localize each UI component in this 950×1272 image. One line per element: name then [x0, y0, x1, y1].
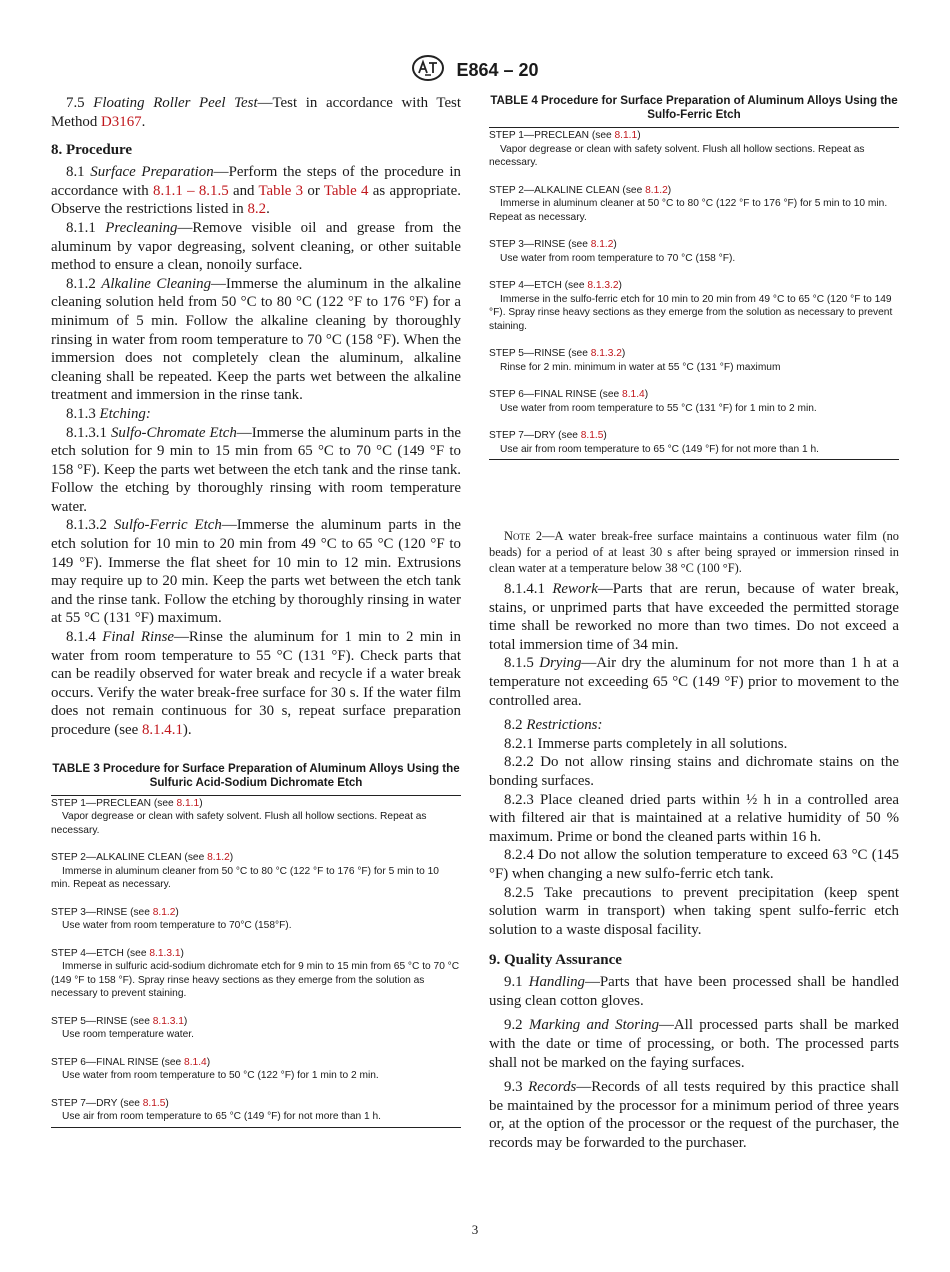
section-heading-procedure: 8. Procedure [51, 142, 133, 159]
paragraph-8-1-1: 8.1.1 Precleaning—Remove visible oil and grease from the aluminum by vapor degreasing, solvent cleaning, or other suitable method to ensure a clean, nonoily surface. [51, 219, 461, 274]
step-ref-link[interactable]: 8.1.3.1 [152, 1015, 184, 1027]
step-ref-link[interactable]: 8.1.5 [580, 430, 604, 441]
paragraph-8-1-4: 8.1.4 Final Rinse—Rinse the aluminum for 1 min to 2 min in water from room temperature to 55 °C (131 °F). Check parts that can be readily observed for water break and recycle if a water break occurs. Verify the water break-free surface for 30 s. If the water film does not remain continuous for 30 s, repeat surface preparation procedure (see 8.1.4.1). [51, 629, 461, 738]
paragraph-8-2-4: 8.2.4 Do not allow the solution temperature to exceed 63 °C (145 °F) when changing a new sulfo-ferric etch tank. [489, 847, 899, 882]
link-table-4[interactable]: Table 4 [323, 182, 369, 199]
table-4 [489, 94, 899, 460]
step-ref-link[interactable]: 8.1.5 [142, 1097, 166, 1109]
step-ref-link[interactable]: 8.1.1 [614, 130, 638, 141]
paragraph-8-1-4-1: 8.1.4.1 Rework—Parts that are rerun, because of water break, stains, or unprimed parts that have exceeded the permitted storage time shall be reworked no more than two times. Do not exceed a total immersion time of 34 min. [489, 581, 900, 653]
step-ref-link[interactable]: 8.1.3.2 [587, 280, 619, 291]
paragraph-9-2: 9.2 Marking and Storing—All processed parts shall be marked with the date or time of processing, or both. The processed parts shall not be marked on the faying surfaces. [489, 1017, 899, 1071]
table-row: STEP 2—ALKALINE CLEAN (see 8.1.2) Immerse in aluminum cleaner at 50 °C to 80 °C (122 °F to 176 °F) for 5 min to 10 min. Repeat as necessary. [489, 184, 888, 223]
link-d3167[interactable]: D3167 [101, 113, 142, 130]
table-3 [51, 762, 461, 1128]
table-row: STEP 2—ALKALINE CLEAN (see 8.1.2) Immerse in aluminum cleaner from 50 °C to 80 °C (122 °F to 176 °F) for 5 min to 10 min. Repeat as necessary. [51, 852, 439, 891]
paragraph-8-2-3: 8.2.3 Place cleaned dried parts within ½ h in a controlled area with filtered air that is maintained at a relative humidity of 50 % maximum. Prime or bond the cleaned parts within 16 h. [489, 791, 899, 845]
standard-designation: E864 – 20 [456, 60, 539, 80]
paragraph-8-2: 8.2 Restrictions: [504, 717, 603, 734]
paragraph-8-2-1: 8.2.1 Immerse parts completely in all solutions. [504, 735, 788, 752]
link-8-1-4-1[interactable]: 8.1.4.1 [141, 722, 183, 738]
table-row: STEP 1—PRECLEAN (see 8.1.1) Vapor degrease or clean with safety solvent. Flush all hollow sections. Repeat as necessary. [51, 797, 427, 836]
paragraph-8-1-3-1: 8.1.3.1 Sulfo-Chromate Etch—Immerse the aluminum parts in the etch solution for 9 min to 15 min from 65 °C to 70 °C (149 °F to 158 °F). Keep the parts wet between the etch tank and the rinse tank. Follow the etching by thoroughly rinsing with room temperature water. [51, 424, 461, 515]
step-ref-link[interactable]: 8.1.3.1 [149, 947, 181, 959]
paragraph-7-5: 7.5 Floating Roller Peel Test—Test in accordance with Test Method D3167. [51, 95, 461, 130]
table-4-caption: TABLE 4 Procedure for Surface Preparation of Aluminum Alloys Using the Sulfo-Ferric Etch [490, 94, 898, 121]
step-ref-link[interactable]: 8.1.3.2 [590, 348, 622, 359]
table-row: STEP 5—RINSE (see 8.1.3.2) Rinse for 2 min. minimum in water at 55 °C (131 °F) maximum [489, 348, 781, 373]
step-ref-link[interactable]: 8.1.2 [645, 184, 668, 196]
astm-logo-icon [411, 54, 445, 87]
step-ref-link[interactable]: 8.1.4 [184, 1056, 207, 1068]
table-3-body [51, 795, 461, 1128]
link-table-3[interactable]: Table 3 [258, 182, 304, 199]
paragraph-9-3: 9.3 Records—Records of all tests required by this practice shall be maintained by the processor for a minimum period of three years or, at the option of the processor or the request of the purchaser, the records may be forwarded to the purchaser. [489, 1079, 899, 1152]
section-heading-quality-assurance: 9. Quality Assurance [489, 952, 622, 969]
table-row: STEP 4—ETCH (see 8.1.3.2) Immerse in the sulfo-ferric etch for 10 min to 20 min from 49 °C to 65 °C (120 °F to 149 °F). Spray rinse heavy sections as they emerge from the solution as necessary to prevent staining. [489, 280, 893, 332]
paragraph-8-1-3-2: 8.1.3.2 Sulfo-Ferric Etch—Immerse the aluminum parts in the etch solution for 10 min to 20 min from 49 °C to 65 °C (120 °F to 149 °F). Immerse the flat sheet for 10 min to 12 min. Extrusions may require up to 20 min. Keep the parts wet between the etch tank and the rinse tank. Follow the etching by thoroughly rinsing in water at 55 °C (131 °F) maximum. [51, 517, 462, 627]
step-ref-link[interactable]: 8.1.4 [622, 389, 645, 400]
paragraph-8-1-5: 8.1.5 Drying—Air dry the aluminum for not more than 1 h at a temperature not exceeding 65 °C (149 °F) prior to movement to the controlled area. [489, 655, 899, 709]
step-ref-link[interactable]: 8.1.2 [590, 239, 614, 250]
page-number: 3 [471, 1222, 479, 1237]
step-ref-link[interactable]: 8.1.2 [207, 852, 230, 864]
table-row: STEP 4—ETCH (see 8.1.3.1) Immerse in sulfuric acid-sodium dichromate etch for 9 min to 15 min from 65 °C to 70 °C (149 °F to 158 °F). Spray rinse heavy sections as they emerge from the solution as necessary to prevent staining. [51, 947, 460, 1000]
paragraph-8-2-5: 8.2.5 Take precautions to prevent precipitation (keep spent solution warm in transport) when taking spent sulfo-ferric etch solution to a waste disposal facility. [489, 884, 899, 938]
note-2: Note 2—A water break-free surface maintains a continuous water film (no beads) for a period of at least 30 s after being sprayed or immersion rinsed in clean water at a temperature below 38 °C (100 °F). [489, 529, 899, 575]
paragraph-8-2-2: 8.2.2 Do not allow rinsing stains and dichromate stains on the bonding surfaces. [489, 754, 899, 789]
table-row: STEP 3—RINSE (see 8.1.2) Use water from room temperature to 70 °C (158 °F). [489, 239, 736, 264]
table-row: STEP 6—FINAL RINSE (see 8.1.4) Use water from room temperature to 55 °C (131 °F) for 1 min to 2 min. [489, 389, 817, 414]
paragraph-9-1: 9.1 Handling—Parts that have been processed shall be handled using clean cotton gloves. [489, 974, 899, 1009]
table-3-caption: TABLE 3 Procedure for Surface Preparation of Aluminum Alloys Using the Sulfuric Acid-Sodium Dichromate Etch [52, 761, 460, 789]
paragraph-8-1: 8.1 Surface Preparation—Perform the steps of the procedure in accordance with 8.1.1 – 8.1.5 and Table 3 or Table 4 as appropriate. Observe the restrictions listed in 8.2. [51, 164, 462, 218]
table-row: STEP 3—RINSE (see 8.1.2) Use water from room temperature to 70°C (158°F). [51, 906, 292, 932]
table-row: STEP 7—DRY (see 8.1.5) Use air from room temperature to 65 °C (149 °F) for not more than 1 h. [489, 430, 819, 455]
paragraph-8-1-2: 8.1.2 Alkaline Cleaning—Immerse the aluminum in the alkaline cleaning solution held from 50 °C to 80 °C (122 °F to 176 °F) for a minimum of 5 min. Follow the alkaline cleaning by thoroughly rinsing in water from room temperature to 70 °C (158 °F). When the immersion does not completely clean the aluminum, alkaline cleaning shall be repeated. Keep the parts wet between the alkaline treatment and immersion in the rinse tank. [51, 275, 461, 404]
table-row: STEP 6—FINAL RINSE (see 8.1.4) Use water from room temperature to 50 °C (122 °F) for 1 min to 2 min. [51, 1056, 379, 1082]
table-row: STEP 1—PRECLEAN (see 8.1.1) Vapor degrease or clean with safety solvent. Flush all hollow sections. Repeat as necessary. [489, 130, 865, 168]
table-row: STEP 7—DRY (see 8.1.5) Use air from room temperature to 65 °C (149 °F) for not more than 1 h. [51, 1097, 381, 1123]
link-8-1-1-range[interactable]: 8.1.1 – 8.1.5 [153, 182, 229, 199]
table-row: STEP 5—RINSE (see 8.1.3.1) Use room temperature water. [51, 1015, 194, 1041]
left-column [51, 94, 461, 1128]
table-4-body [489, 127, 899, 460]
step-ref-link[interactable]: 8.1.1 [176, 797, 200, 809]
step-ref-link[interactable]: 8.1.2 [152, 906, 176, 918]
right-column [489, 94, 899, 1153]
link-8-2[interactable]: 8.2 [247, 201, 267, 218]
page-header [0, 54, 950, 87]
paragraph-8-1-3: 8.1.3 Etching: [66, 405, 151, 422]
